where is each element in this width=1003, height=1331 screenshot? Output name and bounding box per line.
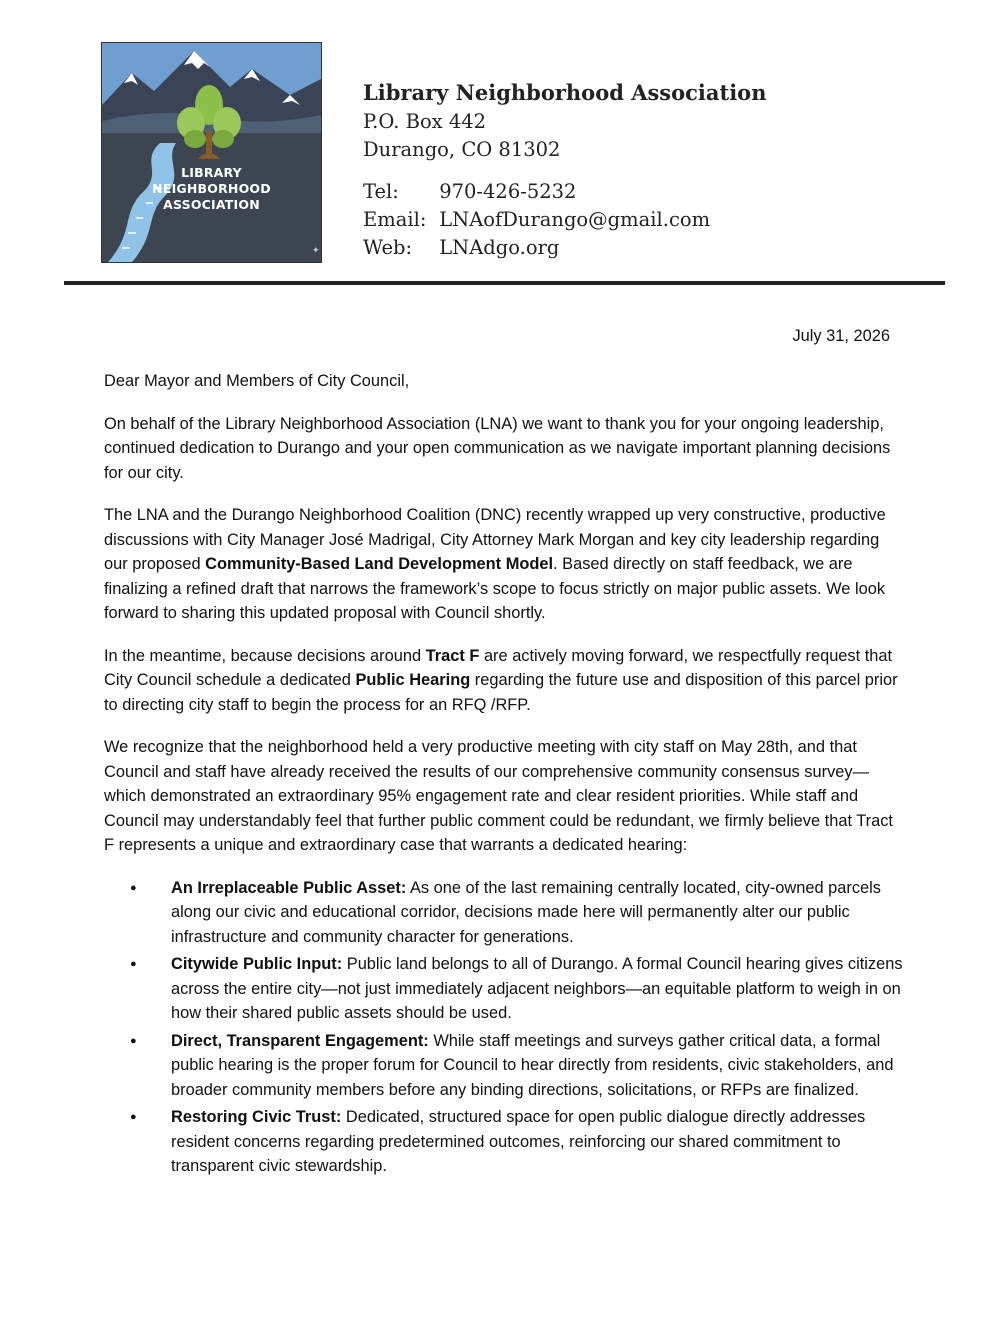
paragraph-thanks: On behalf of the Library Neighborhood Association (LNA) we want to thank you for your ongoing leadership, continued dedication to Durango and your open communication as we navigate important planning decisions for our city. xyxy=(104,414,891,482)
list-item-text: Public land belongs to all of Durango. A formal Council hearing gives citizens across the entire city—not just immediately adjacent neighbors—an equitable platform to weigh in on how their shared public assets should be used. xyxy=(171,955,903,1022)
paragraph-survey: We recognize that the neighborhood held a very productive meeting with city staff on May 28th, and that Council and staff have already received the results of our comprehensive community consensus survey—which demonstrated an extraordinary 95% engagement rate and clear resident priorities. While staff and Council may understandably feel that further public comment could be redundant, we firmly believe that Tract F represents a unique and extraordinary case that warrants a dedicated hearing: xyxy=(104,738,893,854)
list-item-title: Direct, Transparent Engagement: xyxy=(171,1031,429,1050)
logo-text-line: NEIGHBORHOOD xyxy=(152,181,271,196)
letter-date: July 31, 2026 xyxy=(792,327,890,345)
list-item-title: Restoring Civic Trust: xyxy=(171,1108,342,1126)
list-item-text: Dedicated, structured space for open public dialogue directly addresses resident concerns regarding predetermined outcomes, reinforcing our shared commitment to transparent civic stewardship. xyxy=(171,1108,866,1175)
reasons-list xyxy=(104,876,904,1179)
telephone-value: 970-426-5232 xyxy=(439,180,577,203)
public-hearing-emphasis: Public Hearing xyxy=(355,671,471,689)
email-value: LNAofDurango@gmail.com xyxy=(439,208,711,231)
svg-text:✦: ✦ xyxy=(312,246,320,256)
letterhead-contact xyxy=(363,78,766,262)
paragraph-text: In the meantime, because decisions around xyxy=(104,646,426,665)
letterhead-divider xyxy=(64,281,945,285)
organization-name: Library Neighborhood Association xyxy=(363,80,767,105)
address-line-2: Durango, CO 81302 xyxy=(363,138,561,161)
salutation: Dear Mayor and Members of City Council, xyxy=(104,372,410,390)
email-label: Email: xyxy=(363,208,427,231)
list-item xyxy=(104,1029,904,1103)
list-item-text: While staff meetings and surveys gather critical data, a formal public hearing is the proper forum for Council to hear directly from residents, civic stakeholders, and broader community members before any binding directions, solicitations, or RFPs are finalized. xyxy=(171,1031,894,1099)
list-item xyxy=(104,876,904,950)
list-item-text: As one of the last remaining centrally located, city-owned parcels along our civic and educational corridor, decisions made here will permanently alter our public infrastructure and community character for generations. xyxy=(171,878,881,946)
email-line xyxy=(363,206,766,234)
web-line xyxy=(363,234,766,262)
paragraph-hearing-request xyxy=(104,644,904,718)
list-item xyxy=(104,1105,904,1179)
letter-body xyxy=(104,369,904,1182)
paragraph-text: are actively moving forward, we respectfully request that City Council schedule a dedicated xyxy=(104,646,893,689)
web-label: Web: xyxy=(363,236,413,259)
paragraph-land-development-model xyxy=(104,503,904,626)
address-line-1: P.O. Box 442 xyxy=(363,110,487,133)
telephone-label: Tel: xyxy=(363,180,399,203)
model-name-emphasis: Community-Based Land Development Model xyxy=(205,555,554,573)
paragraph-text: . Based directly on staff feedback, we are finalizing a refined draft that narrows the framework’s scope to focus strictly on major public assets. We look forward to sharing this updated proposal with Council shortly. xyxy=(104,555,886,622)
list-item xyxy=(104,952,904,1026)
paragraph-text: regarding the future use and disposition of this parcel prior to directing city staff to begin the process for an RFQ /RFP. xyxy=(104,671,898,714)
tract-f-emphasis: Tract F xyxy=(425,646,480,665)
list-item-title: Citywide Public Input: xyxy=(171,955,343,973)
telephone-line xyxy=(363,178,766,206)
logo-wordmark xyxy=(102,165,321,213)
list-item-title: An Irreplaceable Public Asset: xyxy=(171,878,407,897)
logo-text-line: ASSOCIATION xyxy=(163,197,260,212)
logo-text-line: LIBRARY xyxy=(181,165,242,180)
paragraph-text: The LNA and the Durango Neighborhood Coalition (DNC) recently wrapped up very constructive, productive discussions with City Manager José Madrigal, City Attorney Mark Morgan and key city leadership regarding our proposed xyxy=(104,506,886,573)
association-logo xyxy=(101,42,322,263)
web-value: LNAdgo.org xyxy=(439,236,560,259)
logo-artwork xyxy=(102,43,321,262)
